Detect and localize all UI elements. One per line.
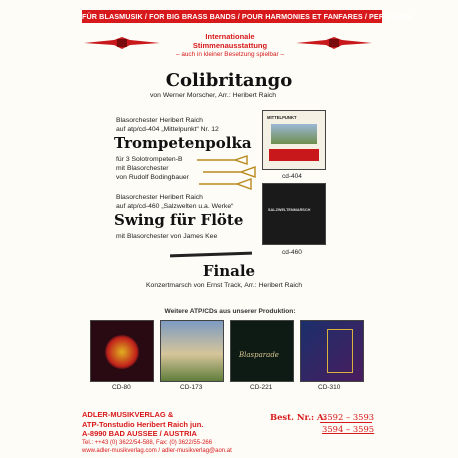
piece3-block [116,193,233,211]
piece2-desc-1: für 3 Solotrompeten-B [116,156,183,163]
cd-173-cover [160,320,224,382]
piece3-release: auf atp/cd-460 „Salzwelten u.a. Werke“ [116,203,234,210]
publisher-line-3: A-8990 BAD AUSSEE / AUSTRIA [82,429,197,438]
cd-404-photo [271,124,317,144]
piece2-block [116,116,219,134]
cd-173-caption: CD-173 [180,384,203,391]
piece3-title: Swing für Flöte [114,211,244,229]
cd-404-label-band [269,149,319,161]
cd-460-cover [262,183,326,245]
wing-emblem-right-icon [296,37,372,49]
piece1-title: Colibritango [165,70,293,91]
publisher-line-1: ADLER-MUSIKVERLAG & [82,410,174,419]
publisher-contact [82,439,232,455]
header-note: – auch in kleiner Besetzung spielbar – [175,51,285,58]
trumpets-illustration-icon [195,152,265,192]
piece3-orchestra: Blasorchester Heribert Raich [116,194,203,201]
further-heading: Weitere ATP/CDs aus unserer Produktion: [164,308,296,315]
piece4-title: Finale [202,262,256,280]
cd-404-caption: cd-404 [282,173,302,180]
piece4-credit: Konzertmarsch von Ernst Track, Arr.: Heribert Raich [146,282,303,289]
order-number-divider [320,422,372,423]
piece2-desc-2: mit Blasorchester [116,165,169,172]
cd-80-cover [90,320,154,382]
publisher-line-2: ATP-Tonstudio Heribert Raich jun. [82,419,204,429]
cd-404-cover-title: MITTELPUNKT [267,115,297,120]
publisher-phone: Tel.: ++43 (0) 3622/54-588, Fax: (0) 3622/55-266 [82,440,213,446]
order-number-2: 3594 – 3595 [322,424,375,434]
piece2-desc [116,155,189,182]
order-number-label: Best. Nr.: A: [270,412,327,422]
piece2-orchestra: Blasorchester Heribert Raich [116,117,203,124]
piece2-release: auf atp/cd-404 „Mittelpunkt“ Nr. 12 [116,126,219,133]
cd-460-caption: cd-460 [282,249,302,256]
header-line-2: Stimmenausstattung [192,41,268,50]
wing-emblem-left-icon [84,37,160,49]
cd-80-flower [105,335,139,369]
publisher-name [82,410,203,439]
order-number-1: 3592 – 3593 [322,412,375,422]
publisher-web: www.adler-musikverlag.com / adler-musikverlag@aon.at [82,448,232,454]
cd-404-cover [262,110,326,170]
cd-221-cover [230,320,294,382]
piece2-title: Trompetenpolka [114,134,252,152]
header-title [160,32,300,50]
cd-460-cover-title: SALZWELTENMARSCH [268,208,311,212]
piece3-desc: mit Blasorchester von James Kee [116,233,218,240]
cd-310-cover [300,320,364,382]
cd-310-frame [327,329,353,373]
cd-80-caption: CD-80 [112,384,131,391]
header-line-1: Internationale [205,32,255,41]
flute-illustration-icon [170,252,252,258]
cd-221-cover-title: Blasparade [239,351,279,359]
cd-221-caption: CD-221 [250,384,273,391]
header-line-3: auch in kleiner Besetzung spielbar [181,51,279,58]
piece2-desc-3: von Rudolf Bodingbauer [116,174,189,181]
cd-310-caption: CD-310 [318,384,341,391]
piece1-credit: von Werner Morscher, Arr.: Heribert Raich [150,92,277,99]
banner: FÜR BLASMUSIK / FOR BIG BRASS BANDS / POUR HARMONIES ET FANFARES / PER BANDA [82,12,413,21]
